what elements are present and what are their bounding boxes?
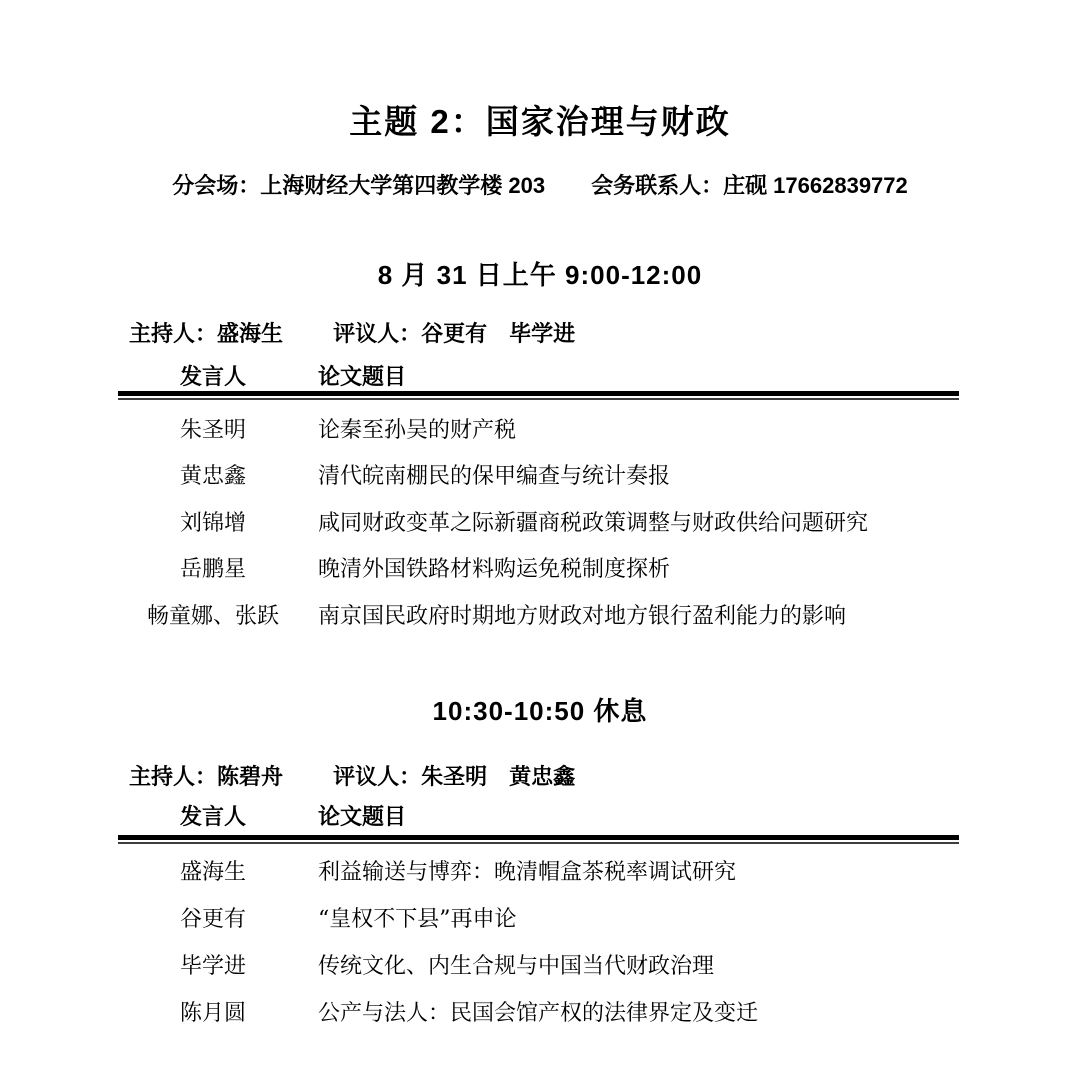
break-heading: 10:30-10:50 休息 [432, 696, 648, 726]
speaker-name: 畅童娜、张跃 [146, 603, 279, 629]
table2-double-rule [118, 835, 959, 844]
speaker-name: 盛海生 [179, 860, 246, 885]
speaker-name: 岳鹏星 [179, 557, 246, 583]
table-row [118, 988, 959, 1035]
table-row [118, 894, 959, 941]
speaker-name: 朱圣明 [179, 417, 246, 443]
paper-title: 论秦至孙吴的财产税 [318, 417, 517, 443]
session1-rows [118, 405, 959, 638]
speaker-column-header: 发言人 [179, 364, 246, 389]
discussant-label: 评议人：朱圣明 黄忠鑫 [333, 764, 576, 789]
speaker-name: 陈月圆 [179, 1001, 246, 1026]
paper-title: 南京国民政府时期地方财政对地方银行盈利能力的影响 [318, 603, 847, 629]
table-row [118, 591, 959, 638]
table-row [118, 498, 959, 545]
moderator-label: 主持人：盛海生 [129, 321, 284, 346]
table-row [118, 941, 959, 988]
paper-title: 晚清外国铁路材料购运免税制度探析 [318, 557, 671, 583]
table-row [118, 847, 959, 894]
paper-title: 公产与法人：民国会馆产权的法律界定及变迁 [318, 1001, 759, 1026]
venue-contact-line [0, 169, 1080, 200]
speaker-name: 刘锦增 [179, 510, 246, 536]
session2-moderator-line [129, 760, 575, 791]
moderator-label: 主持人：陈碧舟 [129, 764, 284, 789]
discussant-label: 评议人：谷更有 毕学进 [333, 321, 576, 346]
speaker-name: 黄忠鑫 [179, 464, 246, 490]
session2-table-header [118, 800, 959, 831]
title-column-header: 论文题目 [318, 364, 407, 389]
title-column-header: 论文题目 [318, 804, 407, 829]
table-row [118, 452, 959, 499]
venue-label: 分会场：上海财经大学第四教学楼 203 [172, 173, 546, 198]
speaker-name: 谷更有 [179, 907, 246, 932]
page-title: 主题 2：国家治理与财政 [349, 103, 731, 140]
session2-rows [118, 847, 959, 1035]
table-row [118, 545, 959, 592]
paper-title: 传统文化、内生合规与中国当代财政治理 [318, 954, 715, 979]
paper-title: “皇权不下县”再申论 [318, 907, 517, 932]
table1-double-rule [118, 391, 959, 400]
paper-title: 清代皖南棚民的保甲编查与统计奏报 [318, 464, 671, 490]
session1-time-heading: 8 月 31 日上午 9:00-12:00 [377, 260, 703, 290]
session1-moderator-line [129, 317, 575, 348]
contact-label: 会务联系人：庄砚 17662839772 [591, 173, 908, 198]
paper-title: 咸同财政变革之际新疆商税政策调整与财政供给问题研究 [318, 510, 869, 536]
table-row [118, 405, 959, 452]
session1-table-header [118, 360, 959, 391]
speaker-column-header: 发言人 [179, 804, 246, 829]
paper-title: 利益输送与博弈：晚清帽盒茶税率调试研究 [318, 860, 737, 885]
speaker-name: 毕学进 [179, 954, 246, 979]
